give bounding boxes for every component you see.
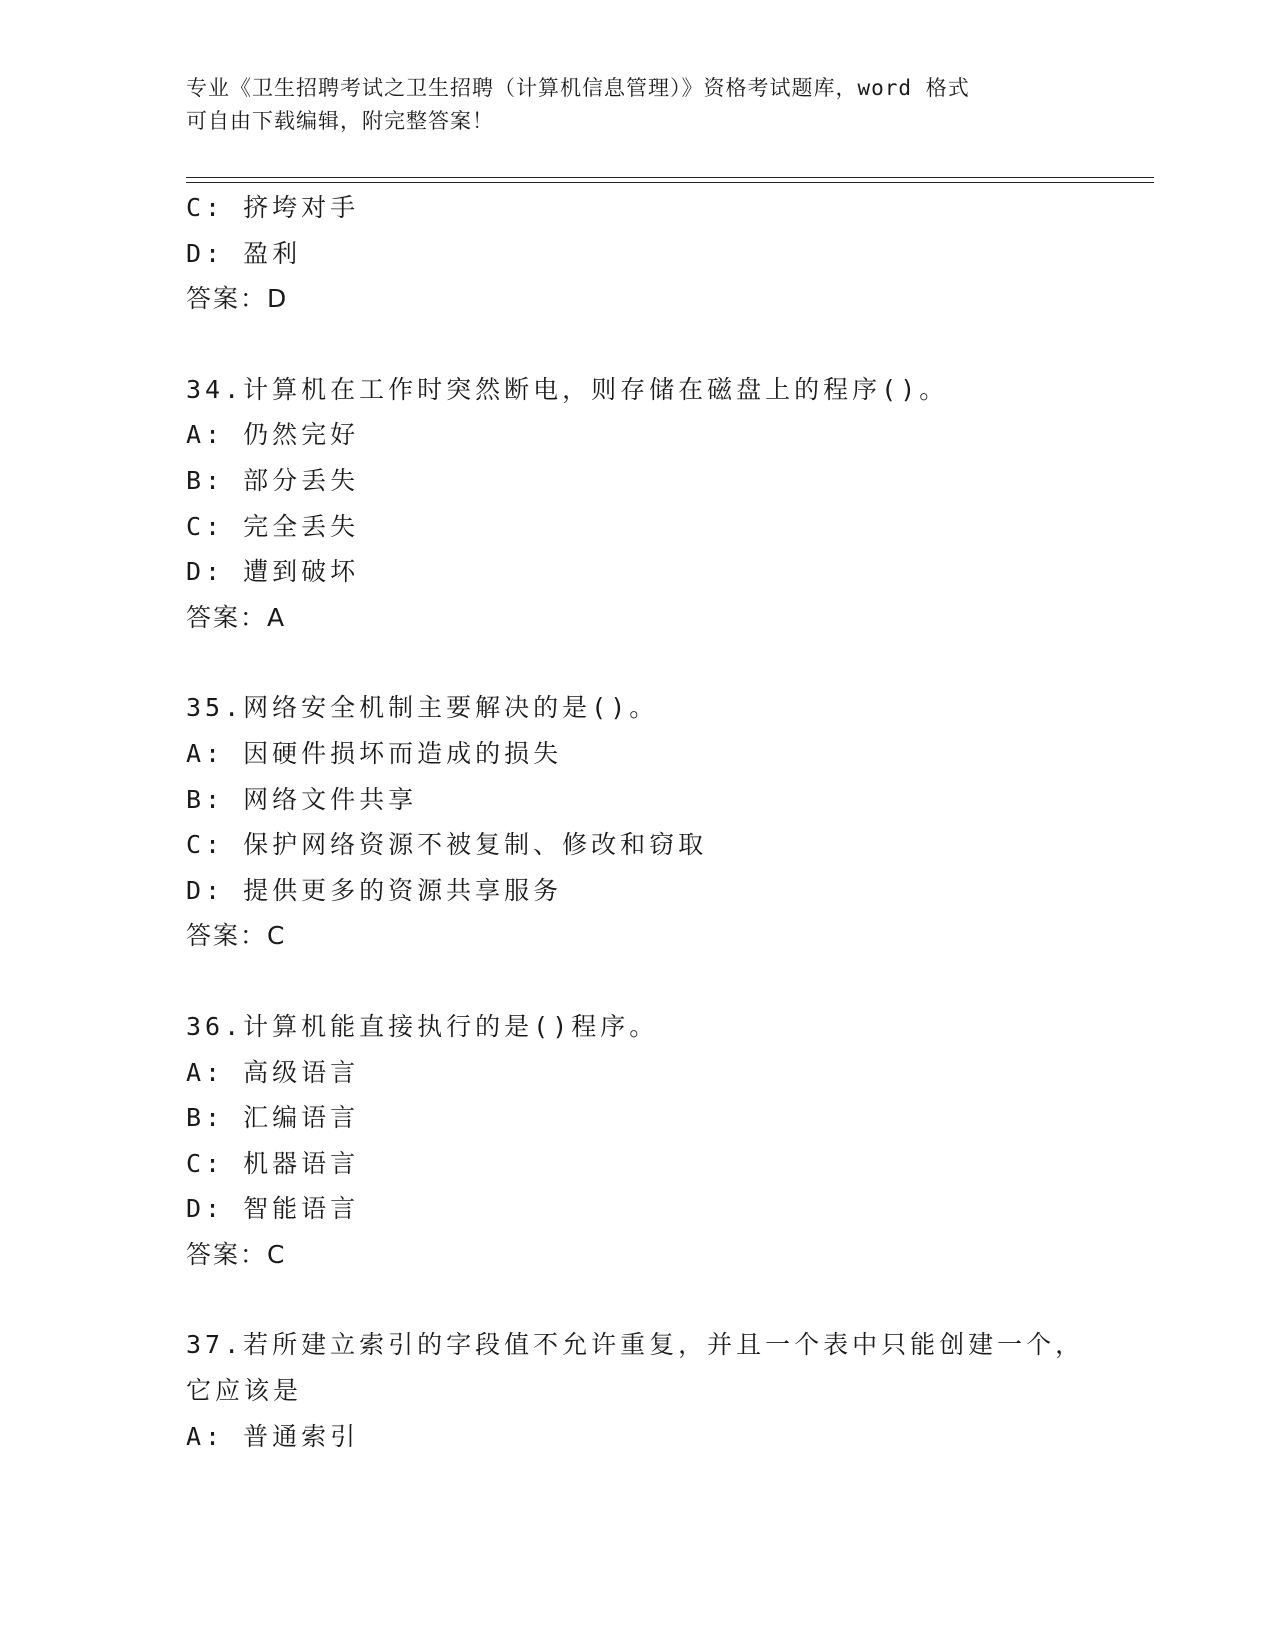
option-a: A: 高级语言 bbox=[186, 1057, 360, 1087]
option-c: C: 保护网络资源不被复制、修改和窃取 bbox=[186, 830, 708, 860]
question-block-36 bbox=[186, 1004, 1086, 1278]
question-block-33 bbox=[186, 185, 1086, 322]
option-d: D: 智能语言 bbox=[186, 1194, 360, 1224]
question-list bbox=[186, 185, 1086, 1459]
header-divider-bottom bbox=[186, 182, 1154, 183]
option-d: D: 提供更多的资源共享服务 bbox=[186, 875, 563, 905]
option-d: D: 遭到破坏 bbox=[186, 557, 360, 587]
answer-line: 答案：D bbox=[186, 284, 289, 314]
option-a: A: 因硬件损坏而造成的损失 bbox=[186, 738, 563, 768]
option-c: C: 机器语言 bbox=[186, 1148, 360, 1178]
question-text: 37.若所建立索引的字段值不允许重复，并且一个表中只能创建一个， bbox=[186, 1330, 1085, 1360]
option-b: B: 网络文件共享 bbox=[186, 784, 418, 814]
question-text-continued: 它应该是 bbox=[186, 1376, 303, 1406]
option-a: A: 仍然完好 bbox=[186, 420, 360, 450]
question-block-35 bbox=[186, 685, 1086, 959]
question-text: 34.计算机在工作时突然断电，则存储在磁盘上的程序()。 bbox=[186, 374, 949, 404]
option-b: B: 汇编语言 bbox=[186, 1103, 360, 1133]
answer-line: 答案：A bbox=[186, 602, 287, 632]
option-b: B: 部分丢失 bbox=[186, 465, 360, 495]
question-block-34 bbox=[186, 367, 1086, 641]
option-c: C: 挤垮对手 bbox=[186, 193, 360, 222]
page-header bbox=[186, 72, 1076, 138]
question-text: 35.网络安全机制主要解决的是()。 bbox=[186, 693, 659, 723]
option-d: D: 盈利 bbox=[186, 238, 302, 268]
answer-line: 答案：C bbox=[186, 1239, 287, 1269]
header-divider-top bbox=[186, 177, 1154, 178]
header-line-2: 可自由下载编辑，附完整答案！ bbox=[186, 109, 494, 133]
option-c: C: 完全丢失 bbox=[186, 511, 360, 541]
option-a: A: 普通索引 bbox=[186, 1421, 360, 1451]
header-line-1: 专业《卫生招聘考试之卫生招聘（计算机信息管理）》资格考试题库，word 格式 bbox=[186, 76, 970, 100]
question-block-37 bbox=[186, 1322, 1086, 1459]
answer-line: 答案：C bbox=[186, 921, 287, 951]
question-text: 36.计算机能直接执行的是()程序。 bbox=[186, 1011, 659, 1041]
